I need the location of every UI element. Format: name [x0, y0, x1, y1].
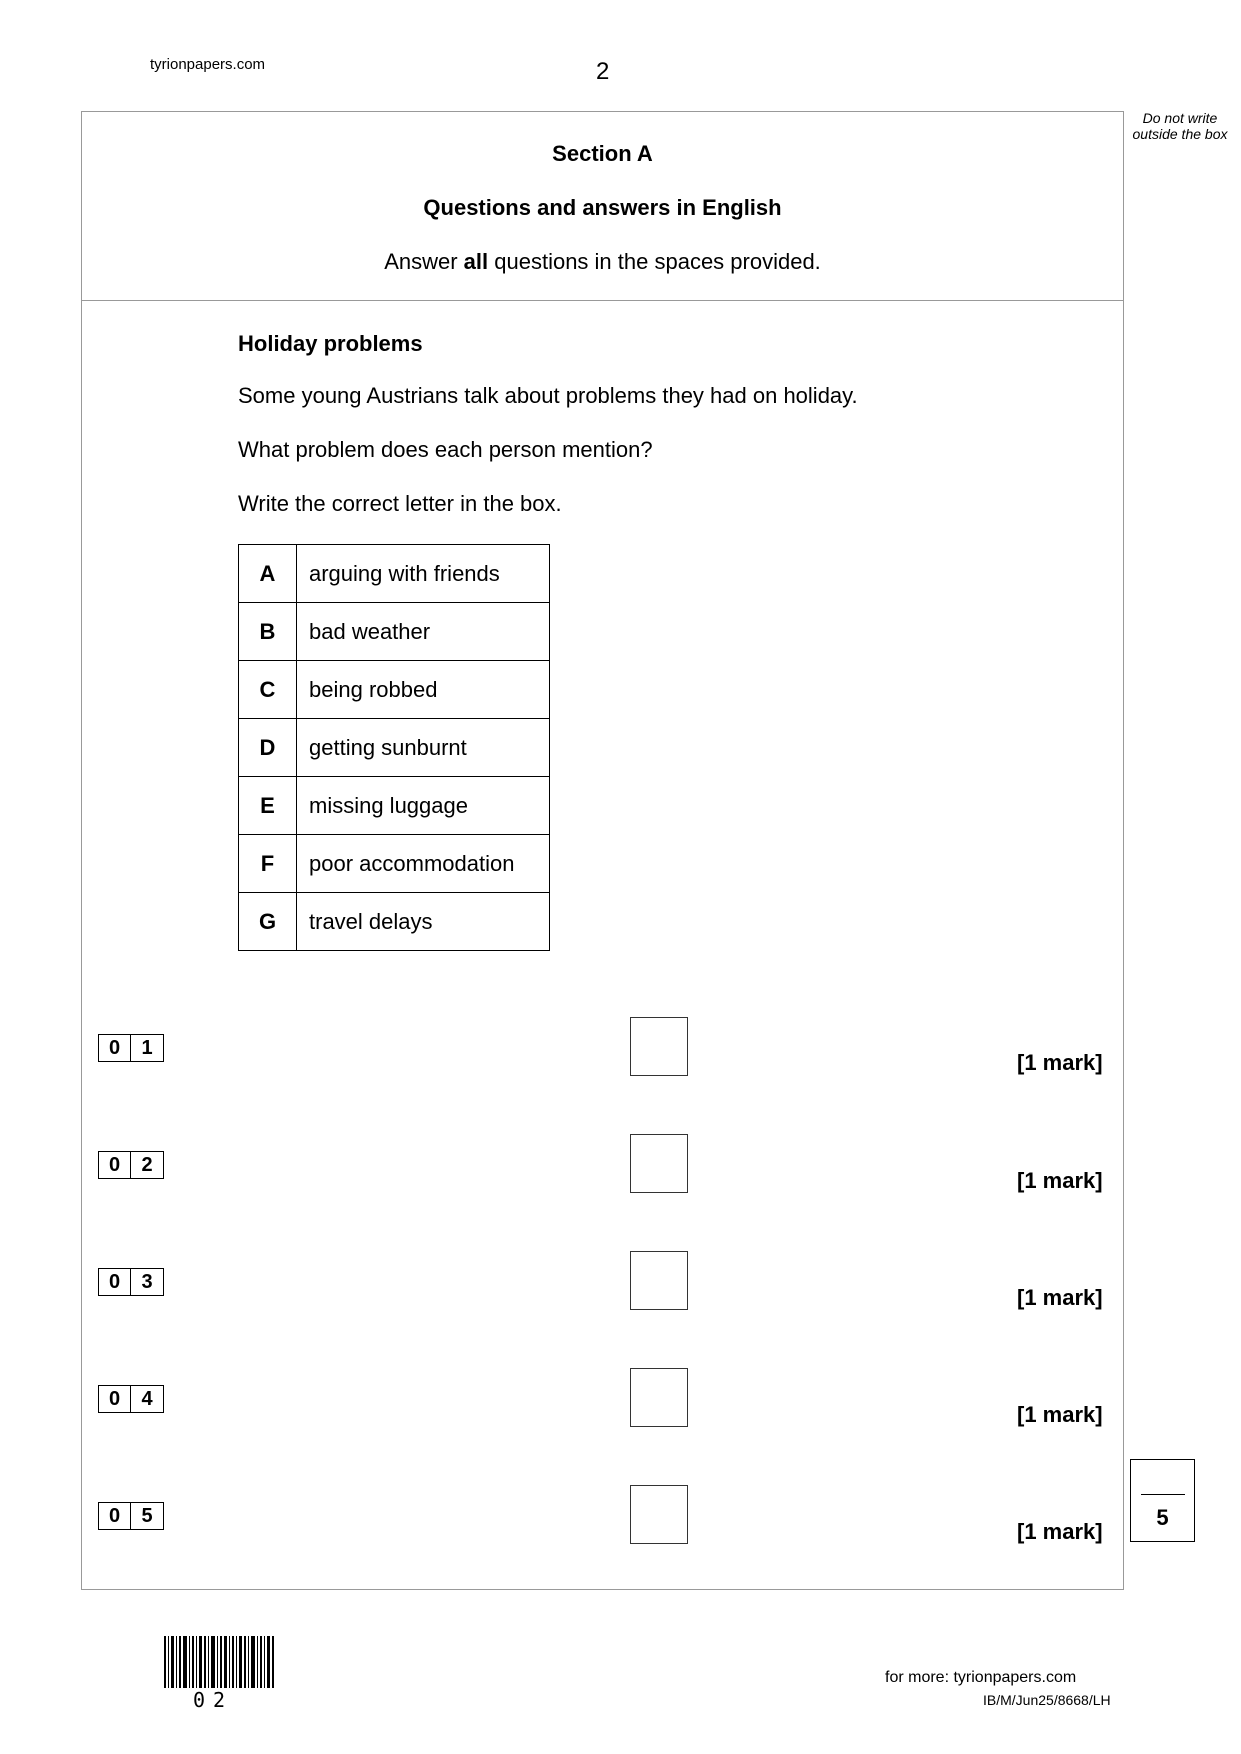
- option-letter: F: [239, 835, 297, 893]
- question-number: [98, 1151, 164, 1179]
- option-text: bad weather: [297, 603, 550, 661]
- option-letter: G: [239, 893, 297, 951]
- option-letter: E: [239, 777, 297, 835]
- barcode-text: 02: [193, 1688, 234, 1712]
- question-number-digit: 2: [131, 1151, 164, 1179]
- question-instruction: Write the correct letter in the box.: [238, 491, 562, 516]
- answer-box[interactable]: [630, 1017, 688, 1076]
- option-text: missing luggage: [297, 777, 550, 835]
- total-marks-box: [1130, 1459, 1195, 1542]
- section-subtitle: Questions and answers in English: [423, 195, 782, 220]
- total-marks-rule: [1141, 1494, 1185, 1495]
- section-title: Section A: [552, 141, 653, 166]
- question-number-digit: 0: [98, 1151, 131, 1179]
- question-number-digit: 5: [131, 1502, 164, 1530]
- question-number: [98, 1385, 164, 1413]
- option-letter: B: [239, 603, 297, 661]
- instruction-bold: all: [463, 249, 489, 274]
- option-letter: A: [239, 545, 297, 603]
- mark-label: [1 mark]: [1017, 1285, 1103, 1310]
- option-row: [239, 545, 550, 603]
- option-letter: C: [239, 661, 297, 719]
- question-number-digit: 0: [98, 1502, 131, 1530]
- option-text: travel delays: [297, 893, 550, 951]
- site-name: tyrionpapers.com: [150, 56, 266, 73]
- answer-box[interactable]: [630, 1251, 688, 1310]
- question-number-digit: 4: [131, 1385, 164, 1413]
- total-marks-value: 5: [1156, 1505, 1169, 1530]
- option-row: [239, 777, 550, 835]
- question-number-digit: 0: [98, 1385, 131, 1413]
- option-text: getting sunburnt: [297, 719, 550, 777]
- answer-box[interactable]: [630, 1134, 688, 1193]
- question-title: Holiday problems: [238, 331, 423, 356]
- option-letter: D: [239, 719, 297, 777]
- question-number: [98, 1502, 164, 1530]
- footer-more: for more: tyrionpapers.com: [885, 1669, 1077, 1686]
- question-intro: Some young Austrians talk about problems they had on holiday.: [238, 383, 858, 408]
- option-row: [239, 661, 550, 719]
- mark-label: [1 mark]: [1017, 1050, 1103, 1075]
- instruction-post: questions in the spaces provided.: [488, 249, 821, 274]
- mark-label: [1 mark]: [1017, 1402, 1103, 1427]
- mark-label: [1 mark]: [1017, 1168, 1103, 1193]
- question-number-digit: 0: [98, 1034, 131, 1062]
- question-number-digit: 1: [131, 1034, 164, 1062]
- question-number: [98, 1034, 164, 1062]
- option-row: [239, 835, 550, 893]
- question-number: [98, 1268, 164, 1296]
- options-table: [238, 544, 550, 951]
- option-text: poor accommodation: [297, 835, 550, 893]
- margin-note: Do not write outside the box: [1132, 110, 1228, 142]
- question-number-digit: 3: [131, 1268, 164, 1296]
- option-row: [239, 719, 550, 777]
- mark-label: [1 mark]: [1017, 1519, 1103, 1544]
- section-instruction: [81, 249, 1124, 275]
- answer-box[interactable]: [630, 1368, 688, 1427]
- question-number-digit: 0: [98, 1268, 131, 1296]
- instruction-pre: Answer: [384, 249, 464, 274]
- answer-box[interactable]: [630, 1485, 688, 1544]
- option-text: being robbed: [297, 661, 550, 719]
- question-prompt: What problem does each person mention?: [238, 437, 653, 462]
- page-number: 2: [596, 58, 610, 85]
- option-row: [239, 603, 550, 661]
- section-divider: [81, 300, 1124, 301]
- option-text: arguing with friends: [297, 545, 550, 603]
- barcode-icon: [164, 1636, 276, 1688]
- option-row: [239, 893, 550, 951]
- footer-code: IB/M/Jun25/8668/LH: [983, 1692, 1111, 1708]
